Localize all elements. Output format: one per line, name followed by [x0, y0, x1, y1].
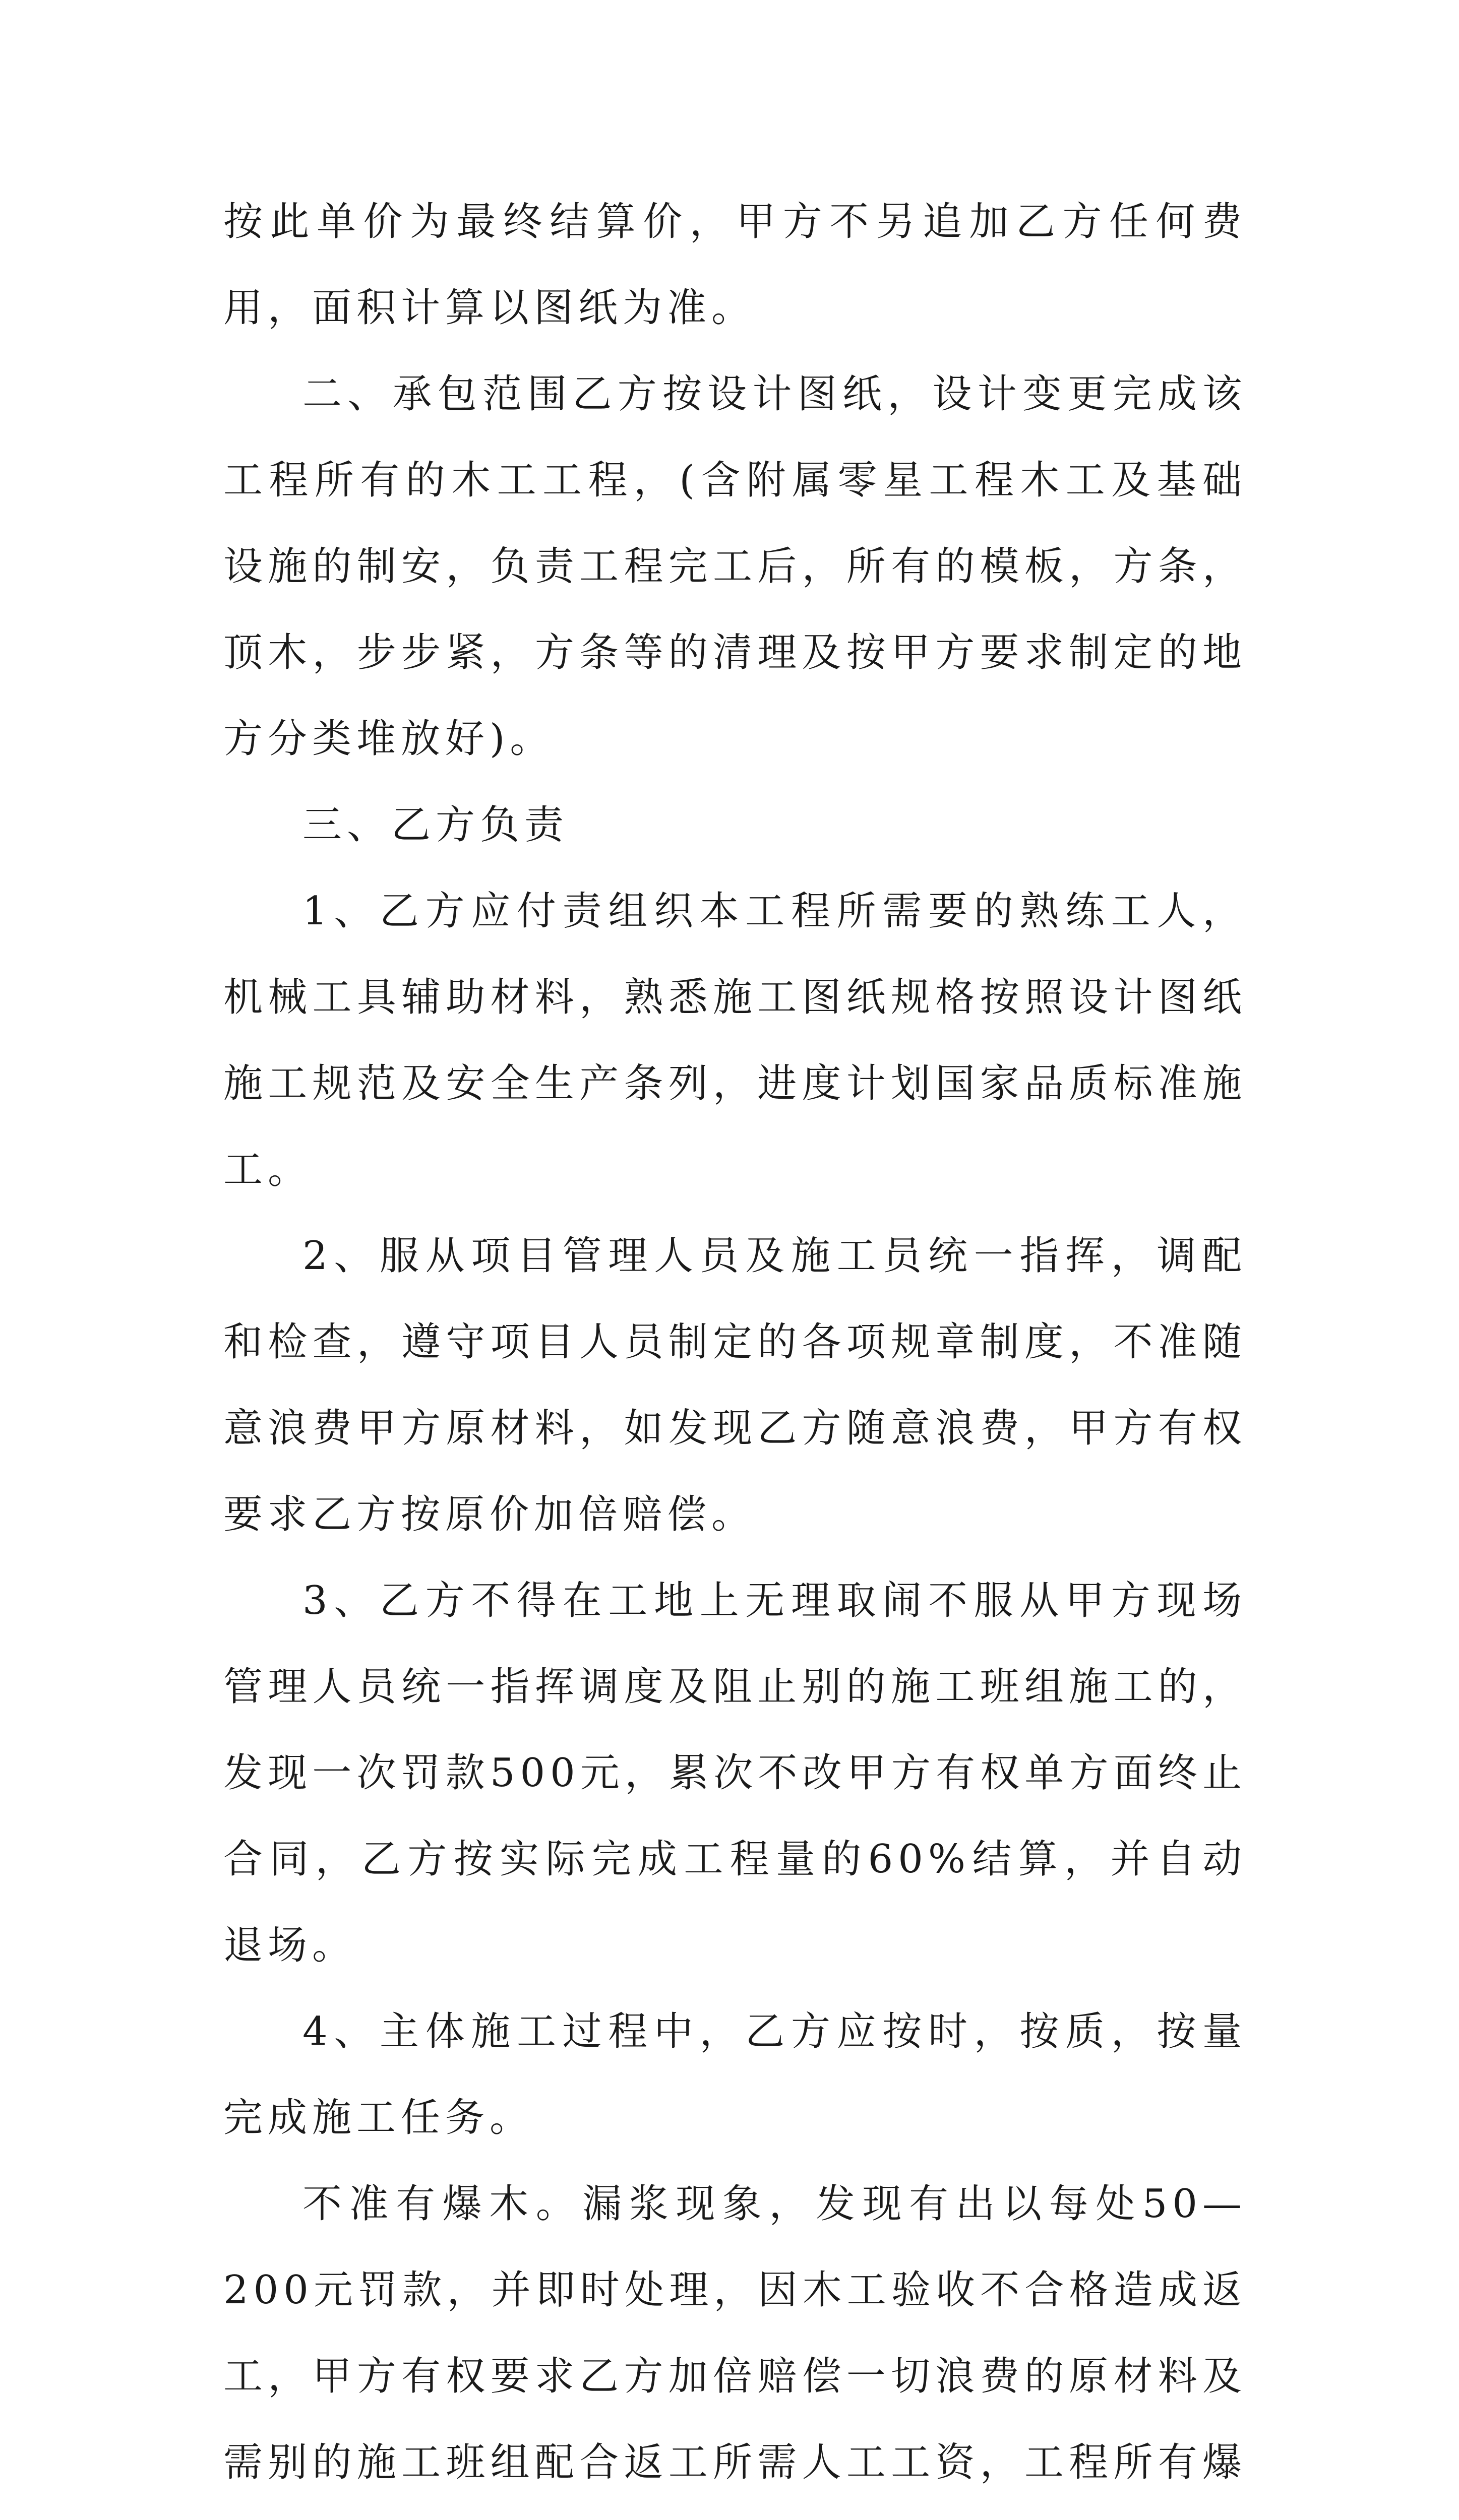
clause-4: 4、主体施工过程中，乙方应按时，按质，按量完成施工任务。 [223, 2009, 1247, 2140]
paragraph-scope: 二、承包范围乙方按设计图纸，设计变更完成该工程所有的木工工程，(含附属零星工程木工及基础设施的制安，负责工程完工后，所有的模板，方条，顶木，步步紧，方条等的清理及按甲方要求制定的地方分类堆放好)。 [223, 371, 1247, 762]
paragraph-pricing-continuation: 按此单价为最终结算价，甲方不另追加乙方任何费用，面积计算以图纸为准。 [223, 199, 1247, 331]
clause-2: 2、服从项目管理人员及施工员统一指挥，调配和检查，遵守项目人员制定的各项规章制度，不准随意浪费甲方原材料，如发现乙方随意浪费，甲方有权要求乙方按原价加倍赔偿。 [223, 1233, 1247, 1537]
document-body [223, 179, 1247, 2520]
paragraph-quality-penalty: 不准有爆木。漏浆现象，发现有出以每处50—200元罚款，并即时处理，因木工验收不合格造成返工，甲方有权要求乙方加倍赔偿一切浪费的原材料及需别的施工班组配合返工所需人工工资，工程所有爆 [223, 2181, 1247, 2485]
clause-3: 3、乙方不得在工地上无理取闹不服从甲方现场管理人员统一指挥调度及阻止别的施工班组施工的，发现一次罚款500元，累次不改甲方有权单方面终止合同，乙方按实际完成工程量的60%结算，并自动退场。 [223, 1578, 1247, 1968]
clause-1: 1、乙方应付责组织本工程所需要的熟练工人，机械工具辅助材料，熟悉施工图纸规格按照设计图纸施工规范及安全生产条列，进度计划国家品质标准施工。 [223, 889, 1247, 1192]
section-heading-party-b-duties: 三、乙方负责 [302, 802, 569, 848]
